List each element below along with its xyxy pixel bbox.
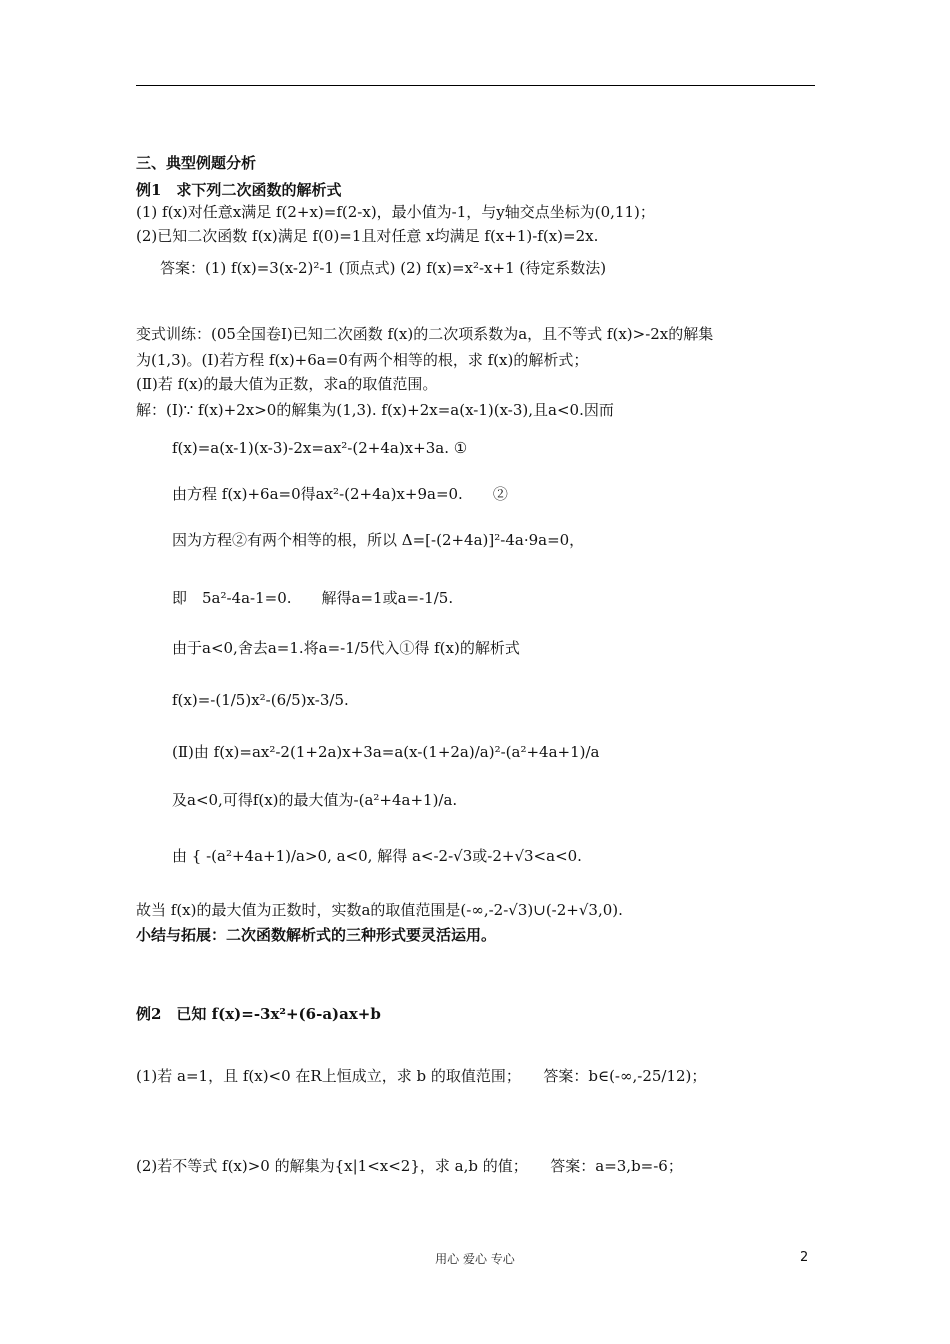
example-1-question-2: (2)已知二次函数 f(x)满足 f(0)=1且对任意 x均满足 f(x+1)-f(x)=2x.	[136, 227, 599, 245]
page-footer: 用心 爱心 专心	[435, 1252, 515, 1266]
section-title: 三、典型例题分析	[136, 154, 257, 172]
variant-line-3: (Ⅱ)若 f(x)的最大值为正数，求a的取值范围。	[136, 375, 438, 393]
example-1-question-1: (1) f(x)对任意x满足 f(2+x)=f(2-x)，最小值为-1，与y轴交点坐标为(0,11)；	[136, 203, 655, 221]
solution-line-7: f(x)=-(1/5)x²-(6/5)x-3/5.	[172, 691, 349, 709]
solution-line-6: 由于a<0,舍去a=1.将a=-1/5代入①得 f(x)的解析式	[172, 639, 520, 657]
solution-line-1: 解：(Ⅰ)∵ f(x)+2x>0的解集为(1,3). f(x)+2x=a(x-1)(x-3),且a<0.因而	[136, 401, 614, 419]
example-1-answer: 答案：(1) f(x)=3(x-2)²-1 (顶点式) (2) f(x)=x²-x+1 (待定系数法)	[160, 259, 607, 277]
solution-line-5: 即 5a²-4a-1=0. 解得a=1或a=-1/5.	[172, 589, 454, 607]
variant-line-1: 变式训练：(05全国卷Ⅰ)已知二次函数 f(x)的二次项系数为a，且不等式 f(x)>-2x的解集	[136, 325, 714, 343]
example-2-question-2: (2)若不等式 f(x)>0 的解集为{x|1<x<2}，求 a,b 的值； 答案：a=3,b=-6；	[136, 1157, 683, 1175]
solution-line-8: (Ⅱ)由 f(x)=ax²-2(1+2a)x+3a=a(x-(1+2a)/a)²-(a²+4a+1)/a	[172, 743, 600, 761]
header-rule	[136, 85, 815, 86]
solution-line-9: 及a<0,可得f(x)的最大值为-(a²+4a+1)/a.	[172, 791, 458, 809]
page-number: 2	[800, 1250, 809, 1265]
example-1-title: 例1 求下列二次函数的解析式	[136, 181, 342, 199]
variant-line-2: 为(1,3)。(Ⅰ)若方程 f(x)+6a=0有两个相等的根，求 f(x)的解析式；	[136, 351, 589, 369]
solution-line-2: f(x)=a(x-1)(x-3)-2x=ax²-(2+4a)x+3a. ①	[172, 439, 468, 457]
solution-line-10: 由 { -(a²+4a+1)/a>0, a<0, 解得 a<-2-√3或-2+√3<a<0.	[172, 847, 582, 865]
example-2-question-1: (1)若 a=1，且 f(x)<0 在R上恒成立，求 b 的取值范围； 答案：b∈(-∞,-25/12)；	[136, 1067, 707, 1085]
summary: 小结与拓展：二次函数解析式的三种形式要灵活运用。	[136, 926, 497, 944]
solution-line-4: 因为方程②有两个相等的根，所以 Δ=[-(2+4a)]²-4a·9a=0，	[172, 531, 585, 549]
solution-conclusion: 故当 f(x)的最大值为正数时，实数a的取值范围是(-∞,-2-√3)∪(-2+√3,0).	[136, 901, 623, 919]
solution-line-3: 由方程 f(x)+6a=0得ax²-(2+4a)x+9a=0. ②	[172, 485, 508, 503]
example-2-title: 例2 已知 f(x)=-3x²+(6-a)ax+b	[136, 1005, 381, 1023]
